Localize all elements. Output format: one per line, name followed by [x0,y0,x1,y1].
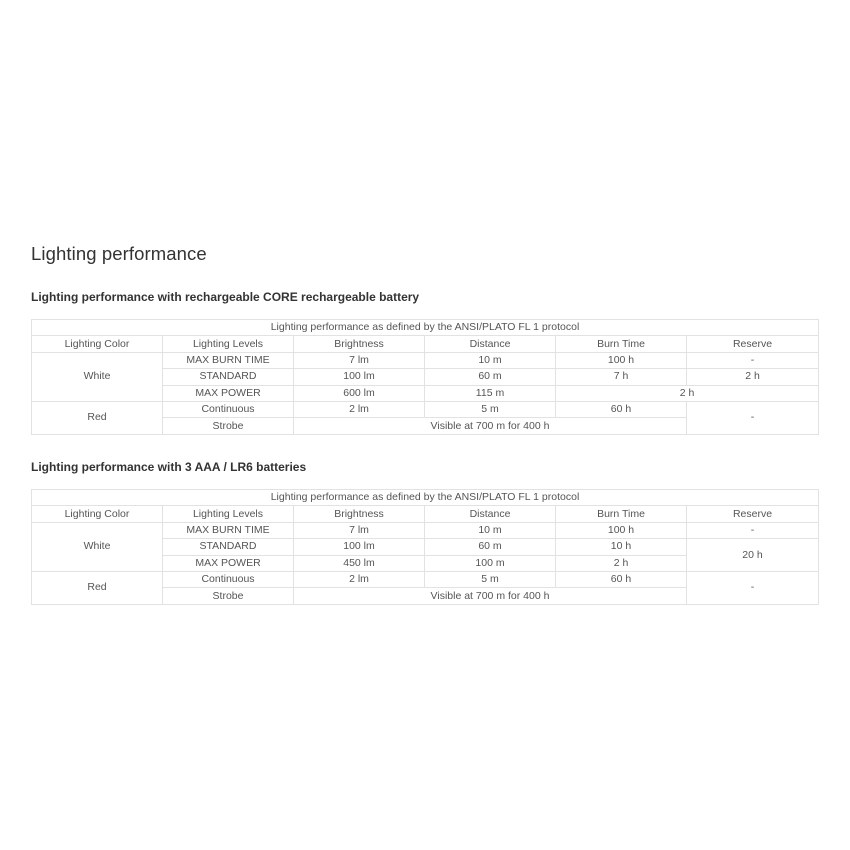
header-distance: Distance [425,506,556,522]
color-cell-red: Red [32,401,163,434]
header-brightness: Brightness [294,506,425,522]
brightness-cell: 100 lm [294,369,425,385]
header-lighting-levels: Lighting Levels [163,506,294,522]
brightness-cell: 2 lm [294,401,425,417]
burn-reserve-merged-cell: 2 h [556,385,819,401]
table-caption-row [32,490,819,506]
strobe-visibility-cell: Visible at 700 m for 400 h [294,588,687,604]
table-row [32,401,819,417]
distance-cell: 100 m [425,555,556,571]
table-row [32,352,819,368]
brightness-cell: 600 lm [294,385,425,401]
header-burn-time: Burn Time [556,336,687,352]
distance-cell: 60 m [425,369,556,385]
level-cell: MAX POWER [163,555,294,571]
brightness-cell: 7 lm [294,352,425,368]
burn-time-cell: 100 h [556,352,687,368]
level-cell: MAX POWER [163,385,294,401]
table-header-row [32,506,819,522]
reserve-cell: 2 h [687,369,819,385]
reserve-cell-red: - [687,401,819,434]
brightness-cell: 7 lm [294,522,425,538]
reserve-cell-red: - [687,571,819,604]
brightness-cell: 100 lm [294,539,425,555]
header-lighting-color: Lighting Color [32,336,163,352]
level-cell: STANDARD [163,539,294,555]
table-row [32,522,819,538]
section-title-rechargeable: Lighting performance with rechargeable CORE rechargeable battery [31,290,420,304]
distance-cell: 60 m [425,539,556,555]
page-title: Lighting performance [31,243,207,264]
brightness-cell: 450 lm [294,555,425,571]
distance-cell: 5 m [425,571,556,587]
table-row [32,571,819,587]
color-cell-red: Red [32,571,163,604]
reserve-cell-shared: 20 h [687,539,819,572]
level-cell: Strobe [163,418,294,434]
table-header-row [32,336,819,352]
header-reserve: Reserve [687,506,819,522]
distance-cell: 10 m [425,522,556,538]
brightness-cell: 2 lm [294,571,425,587]
section-title-aaa-batteries: Lighting performance with 3 AAA / LR6 batteries [31,460,307,474]
burn-time-cell: 2 h [556,555,687,571]
level-cell: STANDARD [163,369,294,385]
header-distance: Distance [425,336,556,352]
strobe-visibility-cell: Visible at 700 m for 400 h [294,418,687,434]
distance-cell: 5 m [425,401,556,417]
table-caption-row [32,320,819,336]
distance-cell: 115 m [425,385,556,401]
header-lighting-levels: Lighting Levels [163,336,294,352]
burn-time-cell: 60 h [556,571,687,587]
color-cell-white: White [32,522,163,571]
header-lighting-color: Lighting Color [32,506,163,522]
performance-table-aaa-batteries [31,489,819,605]
level-cell: Strobe [163,588,294,604]
header-reserve: Reserve [687,336,819,352]
level-cell: MAX BURN TIME [163,522,294,538]
header-brightness: Brightness [294,336,425,352]
header-burn-time: Burn Time [556,506,687,522]
burn-time-cell: 100 h [556,522,687,538]
level-cell: Continuous [163,401,294,417]
burn-time-cell: 7 h [556,369,687,385]
reserve-cell: - [687,522,819,538]
burn-time-cell: 10 h [556,539,687,555]
color-cell-white: White [32,352,163,401]
distance-cell: 10 m [425,352,556,368]
reserve-cell: - [687,352,819,368]
table-caption: Lighting performance as defined by the ANSI/PLATO FL 1 protocol [32,320,819,336]
table-caption: Lighting performance as defined by the ANSI/PLATO FL 1 protocol [32,490,819,506]
burn-time-cell: 60 h [556,401,687,417]
performance-table-rechargeable [31,319,819,435]
level-cell: Continuous [163,571,294,587]
level-cell: MAX BURN TIME [163,352,294,368]
